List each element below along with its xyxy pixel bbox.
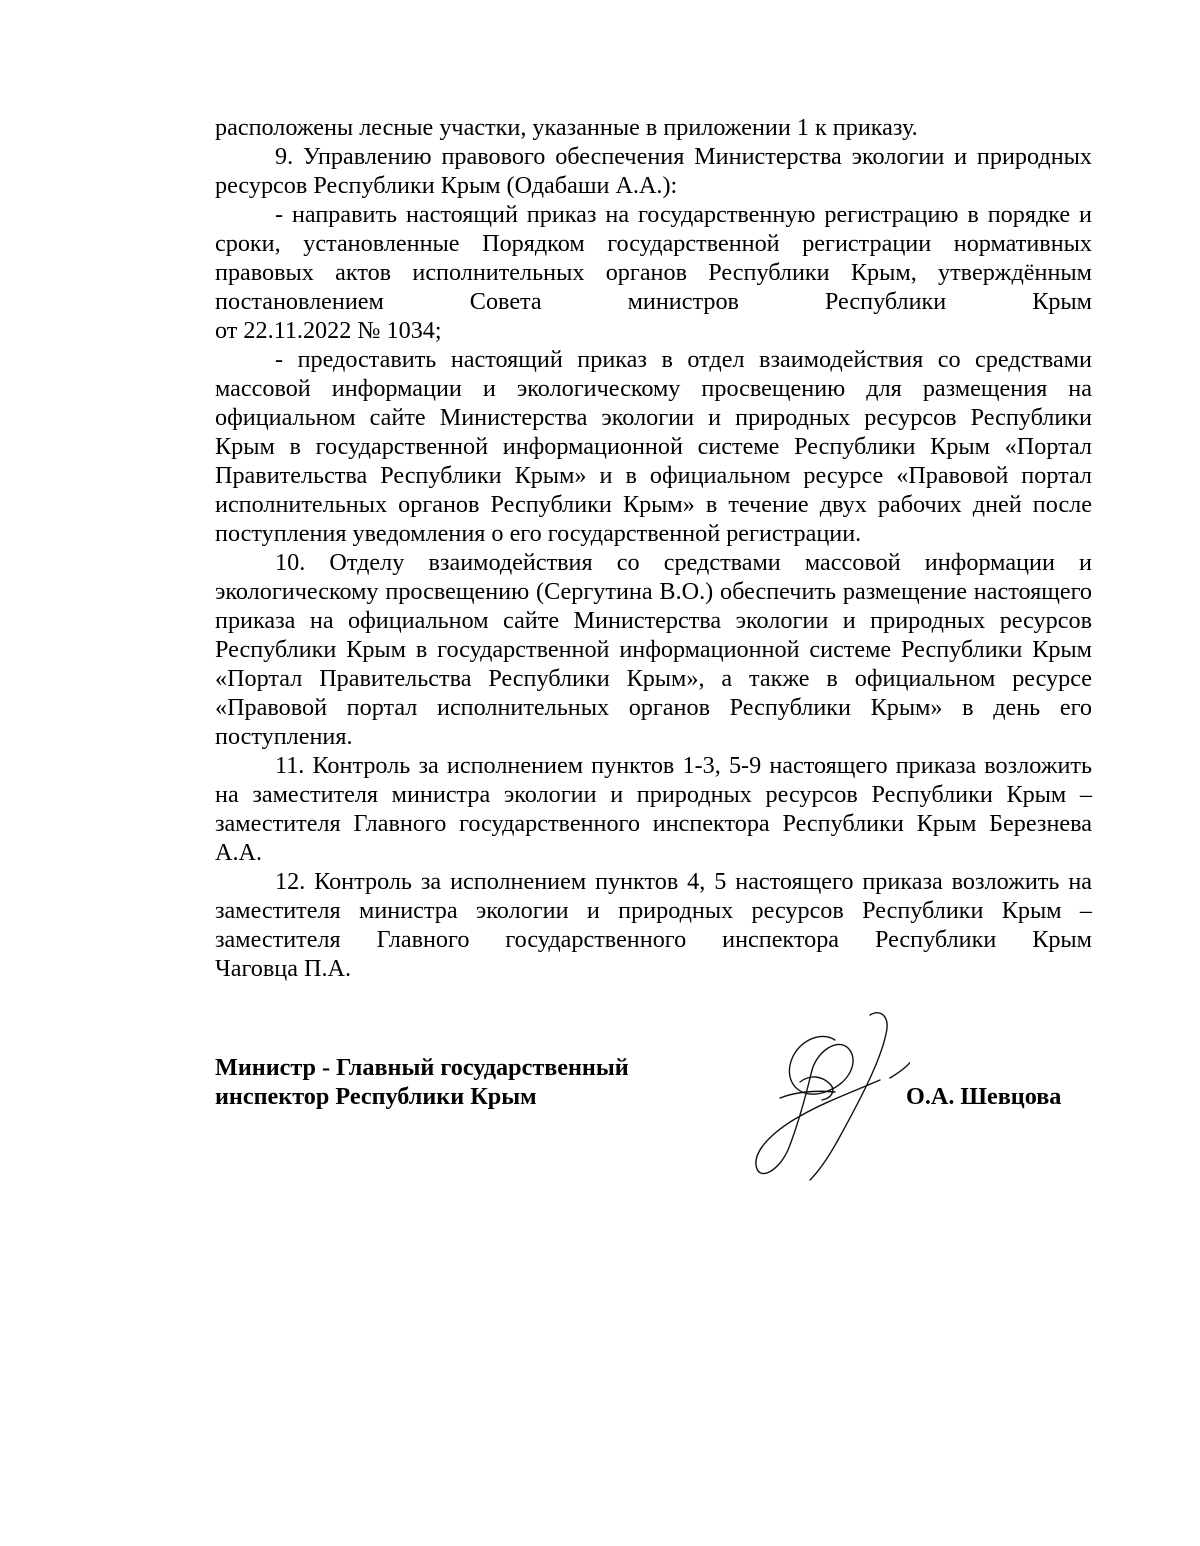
document-body	[215, 113, 1092, 983]
paragraph-item-11: 11. Контроль за исполнением пунктов 1-3, 5-9 настоящего приказа возложить на заместителя министра экологии и природных ресурсов Республики Крым – заместителя Главного государственного инспектора Республики Крым Березнева А.А.	[215, 752, 1092, 866]
signatory-title	[215, 1053, 629, 1111]
paragraph-item-12: 12. Контроль за исполнением пунктов 4, 5 настоящего приказа возложить на заместителя министра экологии и природных ресурсов Республики Крым – заместителя Главного государственного инспектора Республики Крым	[215, 868, 1092, 953]
paragraph-item-10: 10. Отделу взаимодействия со средствами массовой информации и экологическому просвещению (Сергутина В.О.) обеспечить размещение настоящего приказа на официальном сайте Министерства экологии и природных ресурсов Республики Крым в государственной информационной системе Республики Крым «Портал Правительства Республики Крым», а также в официальном ресурсе «Правовой портал исполнительных органов Республики Крым» в день его поступления.	[215, 549, 1092, 750]
signatory-title-line2: инспектор Республики Крым	[215, 1083, 537, 1110]
paragraph-item-9-registration-date: от 22.11.2022 № 1034;	[215, 317, 442, 344]
paragraph-item-9: 9. Управлению правового обеспечения Министерства экологии и природных ресурсов Республики Крым (Одабаши А.А.):	[215, 143, 1092, 199]
paragraph-continuation: расположены лесные участки, указанные в приложении 1 к приказу.	[215, 114, 918, 141]
paragraph-item-12-name: Чаговца П.А.	[215, 955, 352, 982]
paragraph-item-9-publication: - предоставить настоящий приказ в отдел взаимодействия со средствами массовой информации и экологическому просвещению для размещения на официальном сайте Министерства экологии и природных ресурсов Республики Крым в государственной информационной системе Республики Крым «Портал Правительства Республики Крым» и в официальном ресурсе «Правовой портал исполнительных органов Республики Крым» в течение двух рабочих дней после поступления уведомления о его государственной регистрации.	[215, 346, 1092, 547]
signatory-name: О.А. Шевцова	[906, 1083, 1062, 1110]
signatory-title-line1: Министр - Главный государственный	[215, 1054, 629, 1081]
paragraph-item-9-registration: - направить настоящий приказ на государственную регистрацию в порядке и сроки, установленные Порядком государственной регистрации нормативных правовых актов исполнительных органов Республики Крым, утверждённым постановлением Совета министров Республики Крым	[215, 201, 1092, 315]
handwritten-signature	[740, 1000, 910, 1190]
